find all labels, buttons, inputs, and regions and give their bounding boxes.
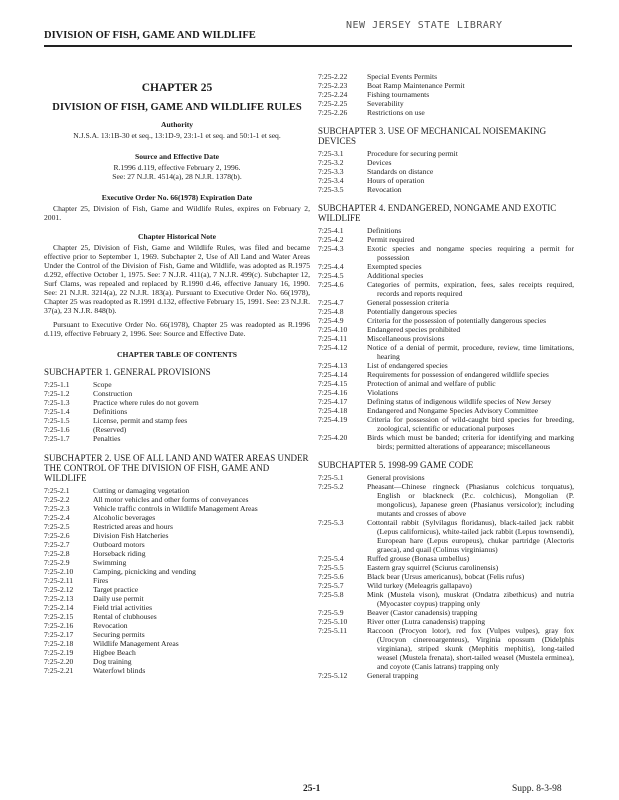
section-title: Requirements for possession of endangered wildlife species (367, 370, 549, 379)
section-title: Field trial activities (93, 603, 153, 612)
toc-entry (318, 518, 574, 554)
section-number: 7:25-4.18 (318, 406, 348, 415)
section-title: Ruffed grouse (Bonasa umbellus) (367, 554, 470, 563)
historical-note-heading: Chapter Historical Note (138, 232, 216, 241)
section-number: 7:25-2.25 (318, 99, 348, 108)
toc-entry (44, 398, 310, 407)
toc-entry (44, 522, 310, 531)
section-number: 7:25-2.20 (44, 657, 74, 666)
section-number: 7:25-2.9 (44, 558, 70, 567)
section-number: 7:25-2.24 (318, 90, 348, 99)
subchapter-4-title: SUBCHAPTER 4. ENDANGERED, NONGAME AND EXOTIC WILDLIFE (318, 203, 557, 223)
section-title: Black bear (Ursus americanus), bobcat (Felis rufus) (367, 572, 525, 581)
toc-entry (318, 167, 574, 176)
section-number: 7:25-4.16 (318, 388, 348, 397)
toc-entry (44, 666, 310, 675)
section-title: Revocation (367, 185, 402, 194)
section-title: Potentially dangerous species (367, 307, 457, 316)
section-title: General trapping (367, 671, 419, 680)
section-title: Devices (367, 158, 392, 167)
section-number: 7:25-4.17 (318, 397, 348, 406)
section-title: Outboard motors (93, 540, 145, 549)
toc-entry (44, 612, 310, 621)
toc-entry (44, 639, 310, 648)
toc-entry (318, 608, 574, 617)
section-title: Beaver (Castor canadensis) trapping (367, 608, 478, 617)
subchapter-2-continued-list (318, 72, 574, 117)
toc-entry (44, 425, 310, 434)
toc-entry (318, 99, 574, 108)
section-title: Wild turkey (Meleagris gallapavo) (367, 581, 472, 590)
toc-entry (44, 558, 310, 567)
section-number: 7:25-3.3 (318, 167, 344, 176)
section-title: Alcoholic beverages (93, 513, 156, 522)
section-number: 7:25-3.2 (318, 158, 344, 167)
toc-entry (44, 594, 310, 603)
section-title: Higbee Beach (93, 648, 136, 657)
toc-entry (318, 325, 574, 334)
toc-entry (318, 361, 574, 370)
toc-entry (318, 572, 574, 581)
toc-entry (318, 343, 574, 361)
section-title: Raccoon (Procyon lotor), red fox (Vulpes vulpes), gray fox (Urocyon cinereoargenteus), Virginia opossum (Didelphis virginiana), striped skunk (Mephitis mephitis), long-tailed weasel (Mustela frenata), short-tailed weasel (Mustela erminea), and coyote (Canis latrans) trapping only (367, 626, 574, 671)
toc-entry (318, 617, 574, 626)
toc-entry (318, 226, 574, 235)
section-title: License, permit and stamp fees (93, 416, 188, 425)
toc-entry (318, 72, 574, 81)
toc-entry (44, 540, 310, 549)
section-title: Construction (93, 389, 133, 398)
section-number: 7:25-2.14 (44, 603, 74, 612)
section-title: General provisions (367, 473, 425, 482)
toc-entry (318, 81, 574, 90)
section-number: 7:25-1.3 (44, 398, 70, 407)
historical-note-paragraph-2: Pursuant to Executive Order No. 66(1978), Chapter 25 was readopted as R.1996 d.119, effective February 2, 1996. See: Source and Effective Date. (44, 320, 310, 338)
section-title: (Reserved) (93, 425, 127, 434)
section-title: Standards on distance (367, 167, 434, 176)
section-title: Additional species (367, 271, 424, 280)
toc-entry (44, 486, 310, 495)
toc-entry (318, 149, 574, 158)
toc-entry (318, 473, 574, 482)
section-number: 7:25-5.2 (318, 482, 344, 491)
toc-entry (44, 585, 310, 594)
section-title: Criteria for possession of wild-caught bird species for breeding, zoological, scientific or educational purposes (367, 415, 574, 433)
subchapter-3-list (318, 149, 574, 194)
section-title: Exempted species (367, 262, 422, 271)
section-number: 7:25-2.26 (318, 108, 348, 117)
section-title: River otter (Lutra canadensis) trapping (367, 617, 486, 626)
section-number: 7:25-4.13 (318, 361, 348, 370)
section-title: Endangered species prohibited (367, 325, 461, 334)
toc-entry (318, 185, 574, 194)
toc-entry (318, 334, 574, 343)
toc-entry (318, 671, 574, 680)
section-title: Restricted areas and hours (93, 522, 173, 531)
section-number: 7:25-2.21 (44, 666, 74, 675)
toc-entry (318, 433, 574, 451)
executive-order-heading: Executive Order No. 66(1978) Expiration Date (101, 193, 253, 202)
section-title: Securing permits (93, 630, 145, 639)
subchapter-4-list (318, 226, 574, 451)
subchapter-5-list (318, 473, 574, 680)
toc-entry (318, 626, 574, 671)
section-title: Vehicle traffic controls in Wildlife Management Areas (93, 504, 258, 513)
section-number: 7:25-3.4 (318, 176, 344, 185)
section-title: Rental of clubhouses (93, 612, 157, 621)
section-number: 7:25-2.8 (44, 549, 70, 558)
toc-entry (44, 434, 310, 443)
section-number: 7:25-5.5 (318, 563, 344, 572)
toc-entry (44, 416, 310, 425)
library-stamp: NEW JERSEY STATE LIBRARY (346, 20, 503, 31)
section-number: 7:25-4.1 (318, 226, 344, 235)
subchapter-1-list (44, 380, 310, 443)
toc-entry (318, 307, 574, 316)
toc-entry (44, 407, 310, 416)
toc-entry (318, 235, 574, 244)
toc-entry (318, 415, 574, 433)
section-number: 7:25-5.1 (318, 473, 344, 482)
section-number: 7:25-5.10 (318, 617, 348, 626)
section-title: All motor vehicles and other forms of conveyances (93, 495, 249, 504)
section-number: 7:25-1.5 (44, 416, 70, 425)
source-line-1: R.1996 d.119, effective February 2, 1996. (113, 163, 241, 172)
section-title: Cottontail rabbit (Sylvilagus floridanus), black-tailed jack rabbit (Lepus californicus), white-tailed jack rabbit (Lepus townsendi), European hare (Lepus europeus), chukar partridge (Alectoris graeca), and quail (Colinus virginianus) (367, 518, 574, 554)
section-title: Division Fish Hatcheries (93, 531, 169, 540)
toc-entry (318, 316, 574, 325)
page-number: 25-1 (303, 784, 321, 794)
section-title: Procedure for securing permit (367, 149, 458, 158)
section-number: 7:25-5.3 (318, 518, 344, 527)
section-number: 7:25-5.8 (318, 590, 344, 599)
section-title: Miscellaneous provisions (367, 334, 445, 343)
section-number: 7:25-4.9 (318, 316, 344, 325)
section-number: 7:25-2.11 (44, 576, 74, 585)
section-number: 7:25-3.5 (318, 185, 344, 194)
section-title: Dog training (93, 657, 132, 666)
section-number: 7:25-4.4 (318, 262, 344, 271)
section-title: Daily use permit (93, 594, 144, 603)
historical-note-paragraph-1: Chapter 25, Division of Fish, Game and Wildlife Rules, was filed and became effective prior to September 1, 1969. Subchapter 2, Use of All Land and Water Areas Under the Control of the Division of Fish, Game and Wildlife, was adopted as R.1975 d.292, effective October 1, 1975. See: 7 N.J.R. 411(a), 7 N.J.R. 499(c). Subchapter 12, Surf Clams, was repealed and replaced by R.1990 d.46, effective January 16, 1990. See: 21 N.J.R. 3214(a), 22 N.J.R. 183(a). Pursuant to Executive Order No. 66(1978), Chapter 25 was readopted as R.1991 d.132, effective February 15, 1991. See: 23 N.J.R. 37(a), 23 N.J.R. 848(b). (44, 243, 310, 315)
section-number: 7:25-4.20 (318, 433, 348, 442)
section-title: Swimming (93, 558, 127, 567)
subchapter-3-title: SUBCHAPTER 3. USE OF MECHANICAL NOISEMAKING DEVICES (318, 126, 547, 146)
section-title: Violations (367, 388, 399, 397)
section-number: 7:25-1.1 (44, 380, 70, 389)
toc-entry (44, 657, 310, 666)
section-number: 7:25-2.23 (318, 81, 348, 90)
subchapter-2-title: SUBCHAPTER 2. USE OF ALL LAND AND WATER AREAS UNDER THE CONTROL OF THE DIVISION OF FISH, GAME AND WILDLIFE (44, 453, 309, 483)
section-title: Target practice (93, 585, 139, 594)
toc-entry (44, 576, 310, 585)
section-number: 7:25-4.10 (318, 325, 348, 334)
section-title: Severability (367, 99, 404, 108)
section-number: 7:25-4.19 (318, 415, 348, 424)
toc-entry (318, 397, 574, 406)
section-number: 7:25-2.7 (44, 540, 70, 549)
toc-entry (318, 271, 574, 280)
section-number: 7:25-2.22 (318, 72, 348, 81)
toc-entry (44, 495, 310, 504)
toc-entry (44, 389, 310, 398)
section-title: Practice where rules do not govern (93, 398, 199, 407)
section-number: 7:25-4.3 (318, 244, 344, 253)
section-number: 7:25-4.14 (318, 370, 348, 379)
section-number: 7:25-4.15 (318, 379, 348, 388)
section-number: 7:25-1.7 (44, 434, 70, 443)
toc-entry (44, 630, 310, 639)
section-number: 7:25-5.12 (318, 671, 348, 680)
section-number: 7:25-5.7 (318, 581, 344, 590)
supplement-date: Supp. 8-3-98 (512, 784, 562, 794)
section-title: List of endangered species (367, 361, 448, 370)
toc-entry (44, 603, 310, 612)
section-number: 7:25-2.18 (44, 639, 74, 648)
section-title: Cutting or damaging vegetation (93, 486, 190, 495)
section-title: Criteria for the possession of potentially dangerous species (367, 316, 547, 325)
section-title: Eastern gray squirrel (Sciurus carolinensis) (367, 563, 499, 572)
section-title: Fires (93, 576, 109, 585)
toc-entry (318, 590, 574, 608)
section-number: 7:25-2.6 (44, 531, 70, 540)
subchapter-1-title: SUBCHAPTER 1. GENERAL PROVISIONS (44, 367, 211, 377)
toc-entry (318, 581, 574, 590)
section-number: 7:25-2.19 (44, 648, 74, 657)
source-heading: Source and Effective Date (134, 152, 219, 161)
section-number: 7:25-4.7 (318, 298, 344, 307)
section-title: Notice of a denial of permit, procedure, review, time limitations, hearing (367, 343, 574, 361)
section-number: 7:25-2.17 (44, 630, 74, 639)
toc-entry (318, 482, 574, 518)
toc-entry (44, 513, 310, 522)
section-title: Mink (Mustela vison), muskrat (Ondatra zibethicus) and nutria (Myocaster coypus) trapping only (367, 590, 574, 608)
section-title: Categories of permits, expiration, fees, sales receipts required, records and reports required (367, 280, 574, 298)
section-title: Hours of operation (367, 176, 425, 185)
section-title: Special Events Permits (367, 72, 438, 81)
section-number: 7:25-5.6 (318, 572, 344, 581)
executive-order-text: Chapter 25, Division of Fish, Game and Wildlife Rules, expires on February 2, 2001. (44, 204, 310, 222)
section-title: Exotic species and nongame species requiring a permit for possession (367, 244, 574, 262)
toc-entry (44, 567, 310, 576)
section-number: 7:25-5.9 (318, 608, 344, 617)
toc-entry (44, 621, 310, 630)
section-title: Scope (93, 380, 112, 389)
section-number: 7:25-2.5 (44, 522, 70, 531)
section-number: 7:25-5.11 (318, 626, 348, 635)
section-number: 7:25-2.10 (44, 567, 74, 576)
source-line-2: See: 27 N.J.R. 4514(a), 28 N.J.R. 1378(b). (112, 172, 242, 181)
section-number: 7:25-4.8 (318, 307, 344, 316)
section-number: 7:25-2.13 (44, 594, 74, 603)
toc-entry (318, 244, 574, 262)
section-title: Definitions (367, 226, 402, 235)
toc-entry (318, 388, 574, 397)
authority-text: N.J.S.A. 13:1B-30 et seq., 13:1D-9, 23:1-1 et seq. and 50:1-1 et seq. (73, 131, 281, 140)
toc-entry (318, 108, 574, 117)
toc-entry (318, 379, 574, 388)
section-number: 7:25-4.6 (318, 280, 344, 289)
section-number: 7:25-2.12 (44, 585, 74, 594)
section-number: 7:25-2.2 (44, 495, 70, 504)
toc-entry (44, 531, 310, 540)
toc-entry (44, 504, 310, 513)
toc-entry (318, 554, 574, 563)
section-title: Pheasant—Chinese ringneck (Phasianus colchicus torquatus), English or blackneck (P.c. colchicus), Mongolian (P. mongolicus), Japanese green (Phasianus versicolor); including mutants and crosses of above (367, 482, 574, 518)
toc-entry (318, 90, 574, 99)
section-number: 7:25-2.1 (44, 486, 70, 495)
section-title: Endangered and Nongame Species Advisory Committee (367, 406, 539, 415)
section-number: 7:25-4.11 (318, 334, 348, 343)
toc-entry (318, 280, 574, 298)
section-title: Revocation (93, 621, 128, 630)
section-title: Wildlife Management Areas (93, 639, 179, 648)
section-title: General possession criteria (367, 298, 449, 307)
section-title: Definitions (93, 407, 128, 416)
section-number: 7:25-4.2 (318, 235, 344, 244)
toc-entry (318, 176, 574, 185)
section-number: 7:25-4.12 (318, 343, 348, 352)
toc-entry (44, 648, 310, 657)
toc-entry (318, 563, 574, 572)
subchapter-5-title: SUBCHAPTER 5. 1998-99 GAME CODE (318, 460, 474, 470)
section-number: 7:25-4.5 (318, 271, 344, 280)
chapter-number: CHAPTER 25 (141, 82, 213, 94)
subchapter-2-list (44, 486, 310, 675)
toc-entry (318, 298, 574, 307)
section-number: 7:25-1.2 (44, 389, 70, 398)
section-number: 7:25-1.6 (44, 425, 70, 434)
left-column (44, 72, 310, 675)
toc-entry (318, 370, 574, 379)
section-title: Camping, picnicking and vending (93, 567, 196, 576)
section-title: Birds which must be banded; criteria for identifying and marking birds; permitted alterations of appearance; miscellaneous (367, 433, 574, 451)
toc-entry (44, 549, 310, 558)
toc-entry (318, 158, 574, 167)
section-title: Waterfowl blinds (93, 666, 146, 675)
section-title: Protection of animal and welfare of public (367, 379, 496, 388)
toc-entry (44, 380, 310, 389)
section-title: Horseback riding (93, 549, 146, 558)
section-title: Fishing tournaments (367, 90, 430, 99)
section-number: 7:25-2.15 (44, 612, 74, 621)
toc-entry (318, 262, 574, 271)
section-title: Penalties (93, 434, 121, 443)
section-title: Boat Ramp Maintenance Permit (367, 81, 465, 90)
toc-entry (318, 406, 574, 415)
toc-heading: CHAPTER TABLE OF CONTENTS (117, 350, 237, 359)
section-number: 7:25-1.4 (44, 407, 70, 416)
section-number: 7:25-5.4 (318, 554, 344, 563)
section-title: Defining status of indigenous wildlife species of New Jersey (367, 397, 552, 406)
right-column (318, 72, 574, 680)
running-head: DIVISION OF FISH, GAME AND WILDLIFE (44, 30, 256, 41)
section-number: 7:25-2.3 (44, 504, 70, 513)
section-number: 7:25-3.1 (318, 149, 344, 158)
section-title: Permit required (367, 235, 415, 244)
header-rule (44, 45, 572, 47)
chapter-title: DIVISION OF FISH, GAME AND WILDLIFE RULES (52, 102, 302, 113)
authority-heading: Authority (160, 120, 194, 129)
section-number: 7:25-2.4 (44, 513, 70, 522)
section-title: Restrictions on use (367, 108, 425, 117)
section-number: 7:25-2.16 (44, 621, 74, 630)
